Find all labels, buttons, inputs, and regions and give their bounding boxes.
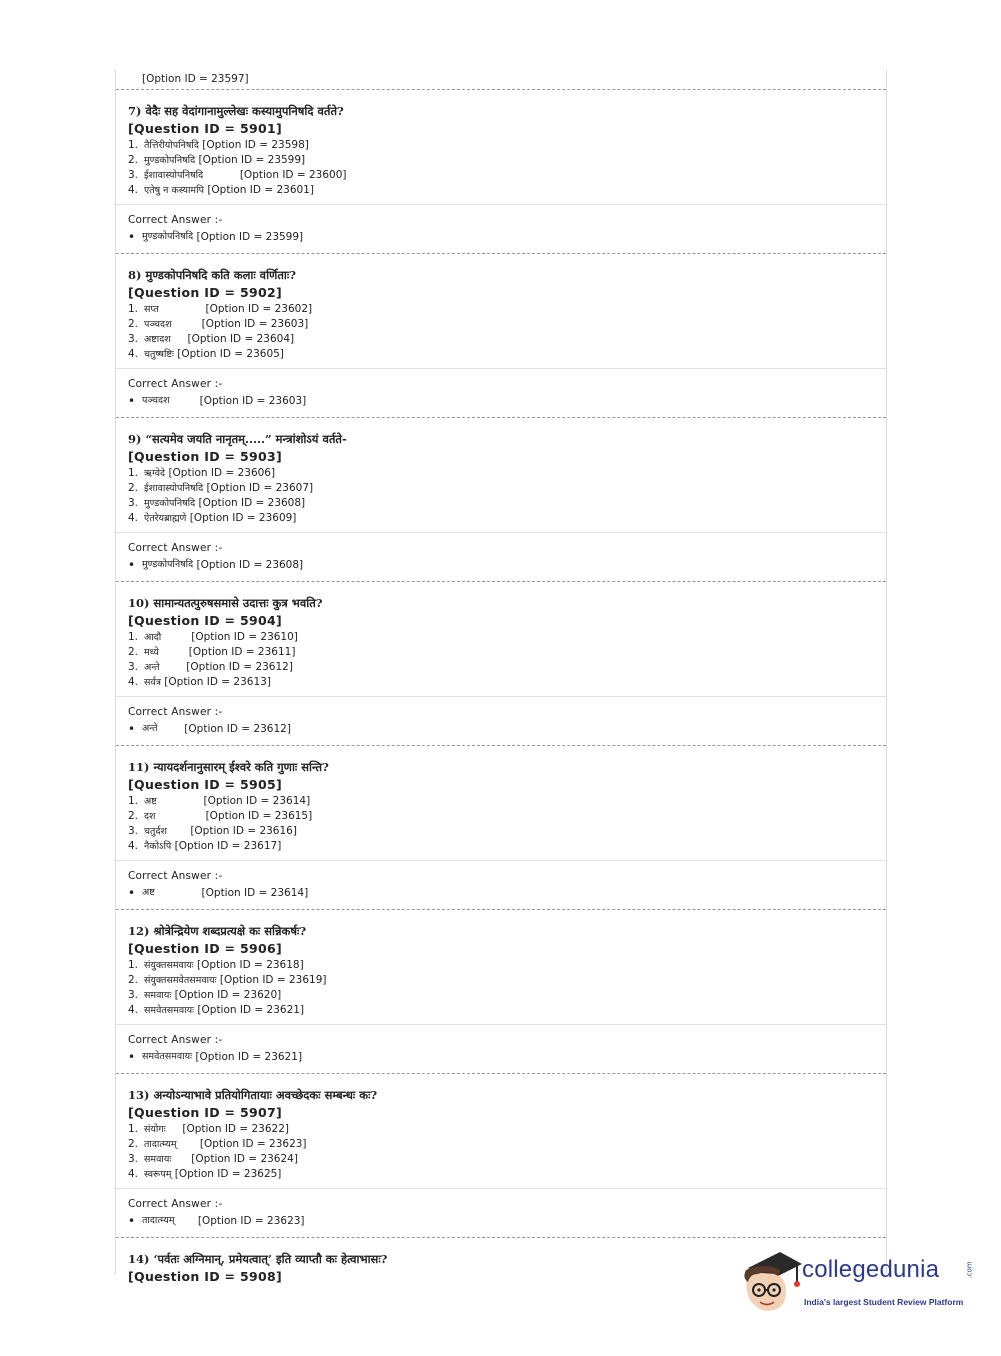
option-text: ऐतरेयब्राह्मणे — [144, 513, 187, 524]
option-id: [Option ID = 23613] — [160, 676, 271, 688]
option-text: अन्ते — [144, 662, 160, 673]
option-row — [128, 138, 886, 153]
option-row — [128, 1003, 886, 1018]
correct-answer-row — [128, 229, 886, 245]
option-row — [128, 630, 886, 645]
collegedunia-logo — [740, 1248, 980, 1320]
correct-answer-label: Correct Answer :- — [128, 378, 223, 390]
option-row — [128, 958, 886, 973]
option-number: 1. — [128, 959, 139, 971]
option-text: सप्त — [144, 304, 159, 315]
option-text: समवायः — [144, 1154, 172, 1165]
option-number: 3. — [128, 169, 139, 181]
option-number: 2. — [128, 154, 139, 166]
option-text: समवेतसमवायः — [144, 1005, 195, 1016]
option-id: [Option ID = 23602] — [158, 303, 313, 315]
question-block — [116, 254, 886, 368]
correct-answer-block — [116, 205, 886, 253]
question-text: 13) अन्योऽन्याभावे प्रतियोगितायाः अवच्छेदकः सम्बन्धः कः? — [128, 1088, 378, 1102]
option-row — [128, 645, 886, 660]
option-text: तैत्तिरीयोपनिषदि — [144, 140, 199, 151]
option-row — [128, 183, 886, 198]
option-row — [128, 302, 886, 317]
correct-answer-block — [116, 861, 886, 909]
option-id: [Option ID = 23617] — [171, 840, 282, 852]
option-id: [Option ID = 23621] — [194, 1004, 305, 1016]
logo-brand-text: collegedunia — [802, 1256, 940, 1283]
option-number: 1. — [128, 795, 139, 807]
option-number: 4. — [128, 512, 139, 524]
question-id: [Question ID = 5906] — [128, 941, 282, 956]
bullet-icon: • — [128, 722, 136, 736]
option-number: 3. — [128, 825, 139, 837]
option-id: [Option ID = 23604] — [170, 333, 295, 345]
question-text: 9) “सत्यमेव जयति नानृतम्.....” मन्त्रांशोऽयं वर्तते- — [128, 432, 347, 446]
question-id: [Question ID = 5908] — [128, 1269, 282, 1284]
option-text: संयोगः — [144, 1124, 166, 1135]
option-id: [Option ID = 23606] — [165, 467, 276, 479]
option-text: संयुक्तसमवायः — [144, 960, 194, 971]
question-id: [Question ID = 5907] — [128, 1105, 282, 1120]
option-number: 2. — [128, 974, 139, 986]
option-text: ईशावास्योपनिषदि — [144, 483, 204, 494]
option-id: [Option ID = 23608] — [195, 497, 306, 509]
option-number: 3. — [128, 989, 139, 1001]
option-row — [128, 153, 886, 168]
option-row — [128, 317, 886, 332]
answer-text: पञ्चदश — [142, 395, 170, 406]
option-text: स्वरूपम् — [144, 1169, 172, 1180]
correct-answer-block — [116, 369, 886, 417]
option-row — [128, 794, 886, 809]
bullet-icon: • — [128, 230, 136, 244]
option-row — [128, 168, 886, 183]
question-text: 12) श्रोत्रेन्द्रियेण शब्दप्रत्यक्षे कः सन्निकर्षः? — [128, 924, 307, 938]
option-id: [Option ID = 23619] — [216, 974, 327, 986]
option-text: आदौ — [144, 632, 162, 643]
answer-text: समवेतसमवायः — [142, 1051, 193, 1062]
question-text: 8) मुण्डकोपनिषदि कति कलाः वर्णिताः? — [128, 268, 296, 282]
correct-answer-label: Correct Answer :- — [128, 1198, 223, 1210]
question-id: [Question ID = 5903] — [128, 449, 282, 464]
answer-option-id: [Option ID = 23599] — [193, 231, 304, 243]
option-id: [Option ID = 23622] — [165, 1123, 289, 1135]
option-text: समवायः — [144, 990, 172, 1001]
correct-answer-row — [128, 1213, 886, 1229]
option-number: 1. — [128, 303, 139, 315]
bullet-icon: • — [128, 1214, 136, 1228]
option-number: 3. — [128, 333, 139, 345]
option-text: पञ्चदश — [144, 319, 172, 330]
option-row — [128, 675, 886, 690]
option-id: [Option ID = 23605] — [173, 348, 284, 360]
option-row — [128, 1152, 886, 1167]
answer-option-id: [Option ID = 23603] — [169, 395, 307, 407]
option-id: [Option ID = 23607] — [203, 482, 314, 494]
bullet-icon: • — [128, 558, 136, 572]
option-number: 4. — [128, 348, 139, 360]
option-text: मुण्डकोपनिषदि — [144, 155, 196, 166]
option-id: [Option ID = 23611] — [158, 646, 296, 658]
answer-option-id: [Option ID = 23621] — [192, 1051, 303, 1063]
answer-text: अष्ट — [142, 887, 155, 898]
option-id: [Option ID = 23600] — [203, 169, 347, 181]
option-number: 3. — [128, 1153, 139, 1165]
option-text: ऋग्वेदे — [144, 468, 166, 479]
option-text: दश — [144, 811, 156, 822]
option-text: सर्वत्र — [144, 677, 161, 688]
answer-option-id: [Option ID = 23608] — [193, 559, 304, 571]
question-block — [116, 90, 886, 204]
question-id: [Question ID = 5901] — [128, 121, 282, 136]
question-text: 7) वेदैः सह वेदांगानामुल्लेखः कस्यामुपनिषदि वर्तते? — [128, 104, 344, 118]
answer-text: अन्ते — [142, 723, 158, 734]
option-text: मध्ये — [144, 647, 159, 658]
option-text: ईशावास्योपनिषदि — [144, 170, 204, 181]
question-block — [116, 746, 886, 860]
option-id: [Option ID = 23616] — [166, 825, 297, 837]
correct-answer-label: Correct Answer :- — [128, 542, 223, 554]
answer-option-id: [Option ID = 23623] — [174, 1215, 305, 1227]
option-number: 3. — [128, 661, 139, 673]
correct-answer-block — [116, 1189, 886, 1237]
option-text: नैकोऽपि — [144, 841, 172, 852]
question-block — [116, 1074, 886, 1188]
option-text: तादात्म्यम् — [144, 1139, 177, 1150]
option-number: 2. — [128, 482, 139, 494]
bullet-icon: • — [128, 886, 136, 900]
option-number: 2. — [128, 810, 139, 822]
option-id: [Option ID = 23609] — [186, 512, 297, 524]
bullet-icon: • — [128, 1050, 136, 1064]
option-number: 1. — [128, 631, 139, 643]
option-number: 4. — [128, 1004, 139, 1016]
option-row — [128, 824, 886, 839]
correct-answer-label: Correct Answer :- — [128, 706, 223, 718]
option-row — [128, 1122, 886, 1137]
correct-answer-label: Correct Answer :- — [128, 1034, 223, 1046]
option-row — [128, 466, 886, 481]
option-row — [128, 973, 886, 988]
correct-answer-row — [128, 393, 886, 409]
question-list — [116, 90, 886, 1292]
option-row — [128, 1167, 886, 1182]
option-number: 4. — [128, 840, 139, 852]
option-id: [Option ID = 23612] — [159, 661, 293, 673]
option-id: [Option ID = 23615] — [155, 810, 313, 822]
option-row — [128, 332, 886, 347]
option-id: [Option ID = 23614] — [156, 795, 311, 807]
logo-tagline: India's largest Student Review Platform — [804, 1297, 964, 1307]
correct-answer-block — [116, 533, 886, 581]
option-row — [128, 496, 886, 511]
question-block — [116, 910, 886, 1024]
option-number: 4. — [128, 1168, 139, 1180]
option-text: अष्ट — [144, 796, 157, 807]
option-row — [128, 1137, 886, 1152]
option-number: 2. — [128, 646, 139, 658]
option-text: मुण्डकोपनिषदि — [144, 498, 196, 509]
question-block — [116, 582, 886, 696]
option-number: 3. — [128, 497, 139, 509]
correct-answer-label: Correct Answer :- — [128, 214, 223, 226]
option-id: [Option ID = 23624] — [171, 1153, 298, 1165]
option-id: [Option ID = 23598] — [198, 139, 309, 151]
option-number: 1. — [128, 1123, 139, 1135]
option-row — [128, 660, 886, 675]
option-row — [128, 481, 886, 496]
option-row — [128, 988, 886, 1003]
question-id: [Question ID = 5902] — [128, 285, 282, 300]
previous-option-id: [Option ID = 23597] — [142, 73, 249, 85]
correct-answer-block — [116, 1025, 886, 1073]
option-id: [Option ID = 23618] — [193, 959, 304, 971]
correct-answer-row — [128, 1049, 886, 1065]
answer-text: तादात्म्यम् — [142, 1215, 175, 1226]
question-text: 14) ‘पर्वतः अग्निमान्, प्रमेयत्वात्’ इति व्याप्तौ कः हेत्वाभासः? — [128, 1252, 388, 1266]
question-id: [Question ID = 5904] — [128, 613, 282, 628]
question-id: [Question ID = 5905] — [128, 777, 282, 792]
option-number: 4. — [128, 676, 139, 688]
question-block — [116, 418, 886, 532]
correct-answer-block — [116, 697, 886, 745]
option-text: चतुर्दश — [144, 826, 167, 837]
option-number: 1. — [128, 467, 139, 479]
option-text: संयुक्तसमवेतसमवायः — [144, 975, 217, 986]
bullet-icon: • — [128, 394, 136, 408]
answer-option-id: [Option ID = 23612] — [157, 723, 291, 735]
option-number: 4. — [128, 184, 139, 196]
option-number: 1. — [128, 139, 139, 151]
option-row — [128, 347, 886, 362]
option-id: [Option ID = 23610] — [161, 631, 298, 643]
option-id: [Option ID = 23623] — [176, 1138, 307, 1150]
option-text: अष्टादश — [144, 334, 171, 345]
answer-text: मुण्डकोपनिषदि — [142, 231, 194, 242]
option-id: [Option ID = 23603] — [171, 318, 309, 330]
option-id: [Option ID = 23601] — [203, 184, 314, 196]
option-id: [Option ID = 23599] — [195, 154, 306, 166]
option-text: एतेषु न कस्यामपि — [144, 185, 204, 196]
mascot-icon — [740, 1248, 802, 1318]
option-id: [Option ID = 23625] — [171, 1168, 282, 1180]
answer-option-id: [Option ID = 23614] — [154, 887, 309, 899]
option-number: 2. — [128, 1138, 139, 1150]
option-row — [128, 839, 886, 854]
question-text: 11) न्यायदर्शनानुसारम् ईश्वरे कति गुणाः सन्ति? — [128, 760, 329, 774]
correct-answer-row — [128, 557, 886, 573]
option-id: [Option ID = 23620] — [171, 989, 282, 1001]
correct-answer-label: Correct Answer :- — [128, 870, 223, 882]
option-number: 2. — [128, 318, 139, 330]
option-row — [128, 511, 886, 526]
answer-text: मुण्डकोपनिषदि — [142, 559, 194, 570]
correct-answer-row — [128, 721, 886, 737]
correct-answer-row — [128, 885, 886, 901]
logo-com-text: .com — [965, 1261, 974, 1279]
option-row — [128, 809, 886, 824]
question-text: 10) सामान्यतत्पुरुषसमासे उदात्तः कुत्र भवति? — [128, 596, 323, 610]
option-text: चतुष्षष्टिः — [144, 349, 174, 360]
